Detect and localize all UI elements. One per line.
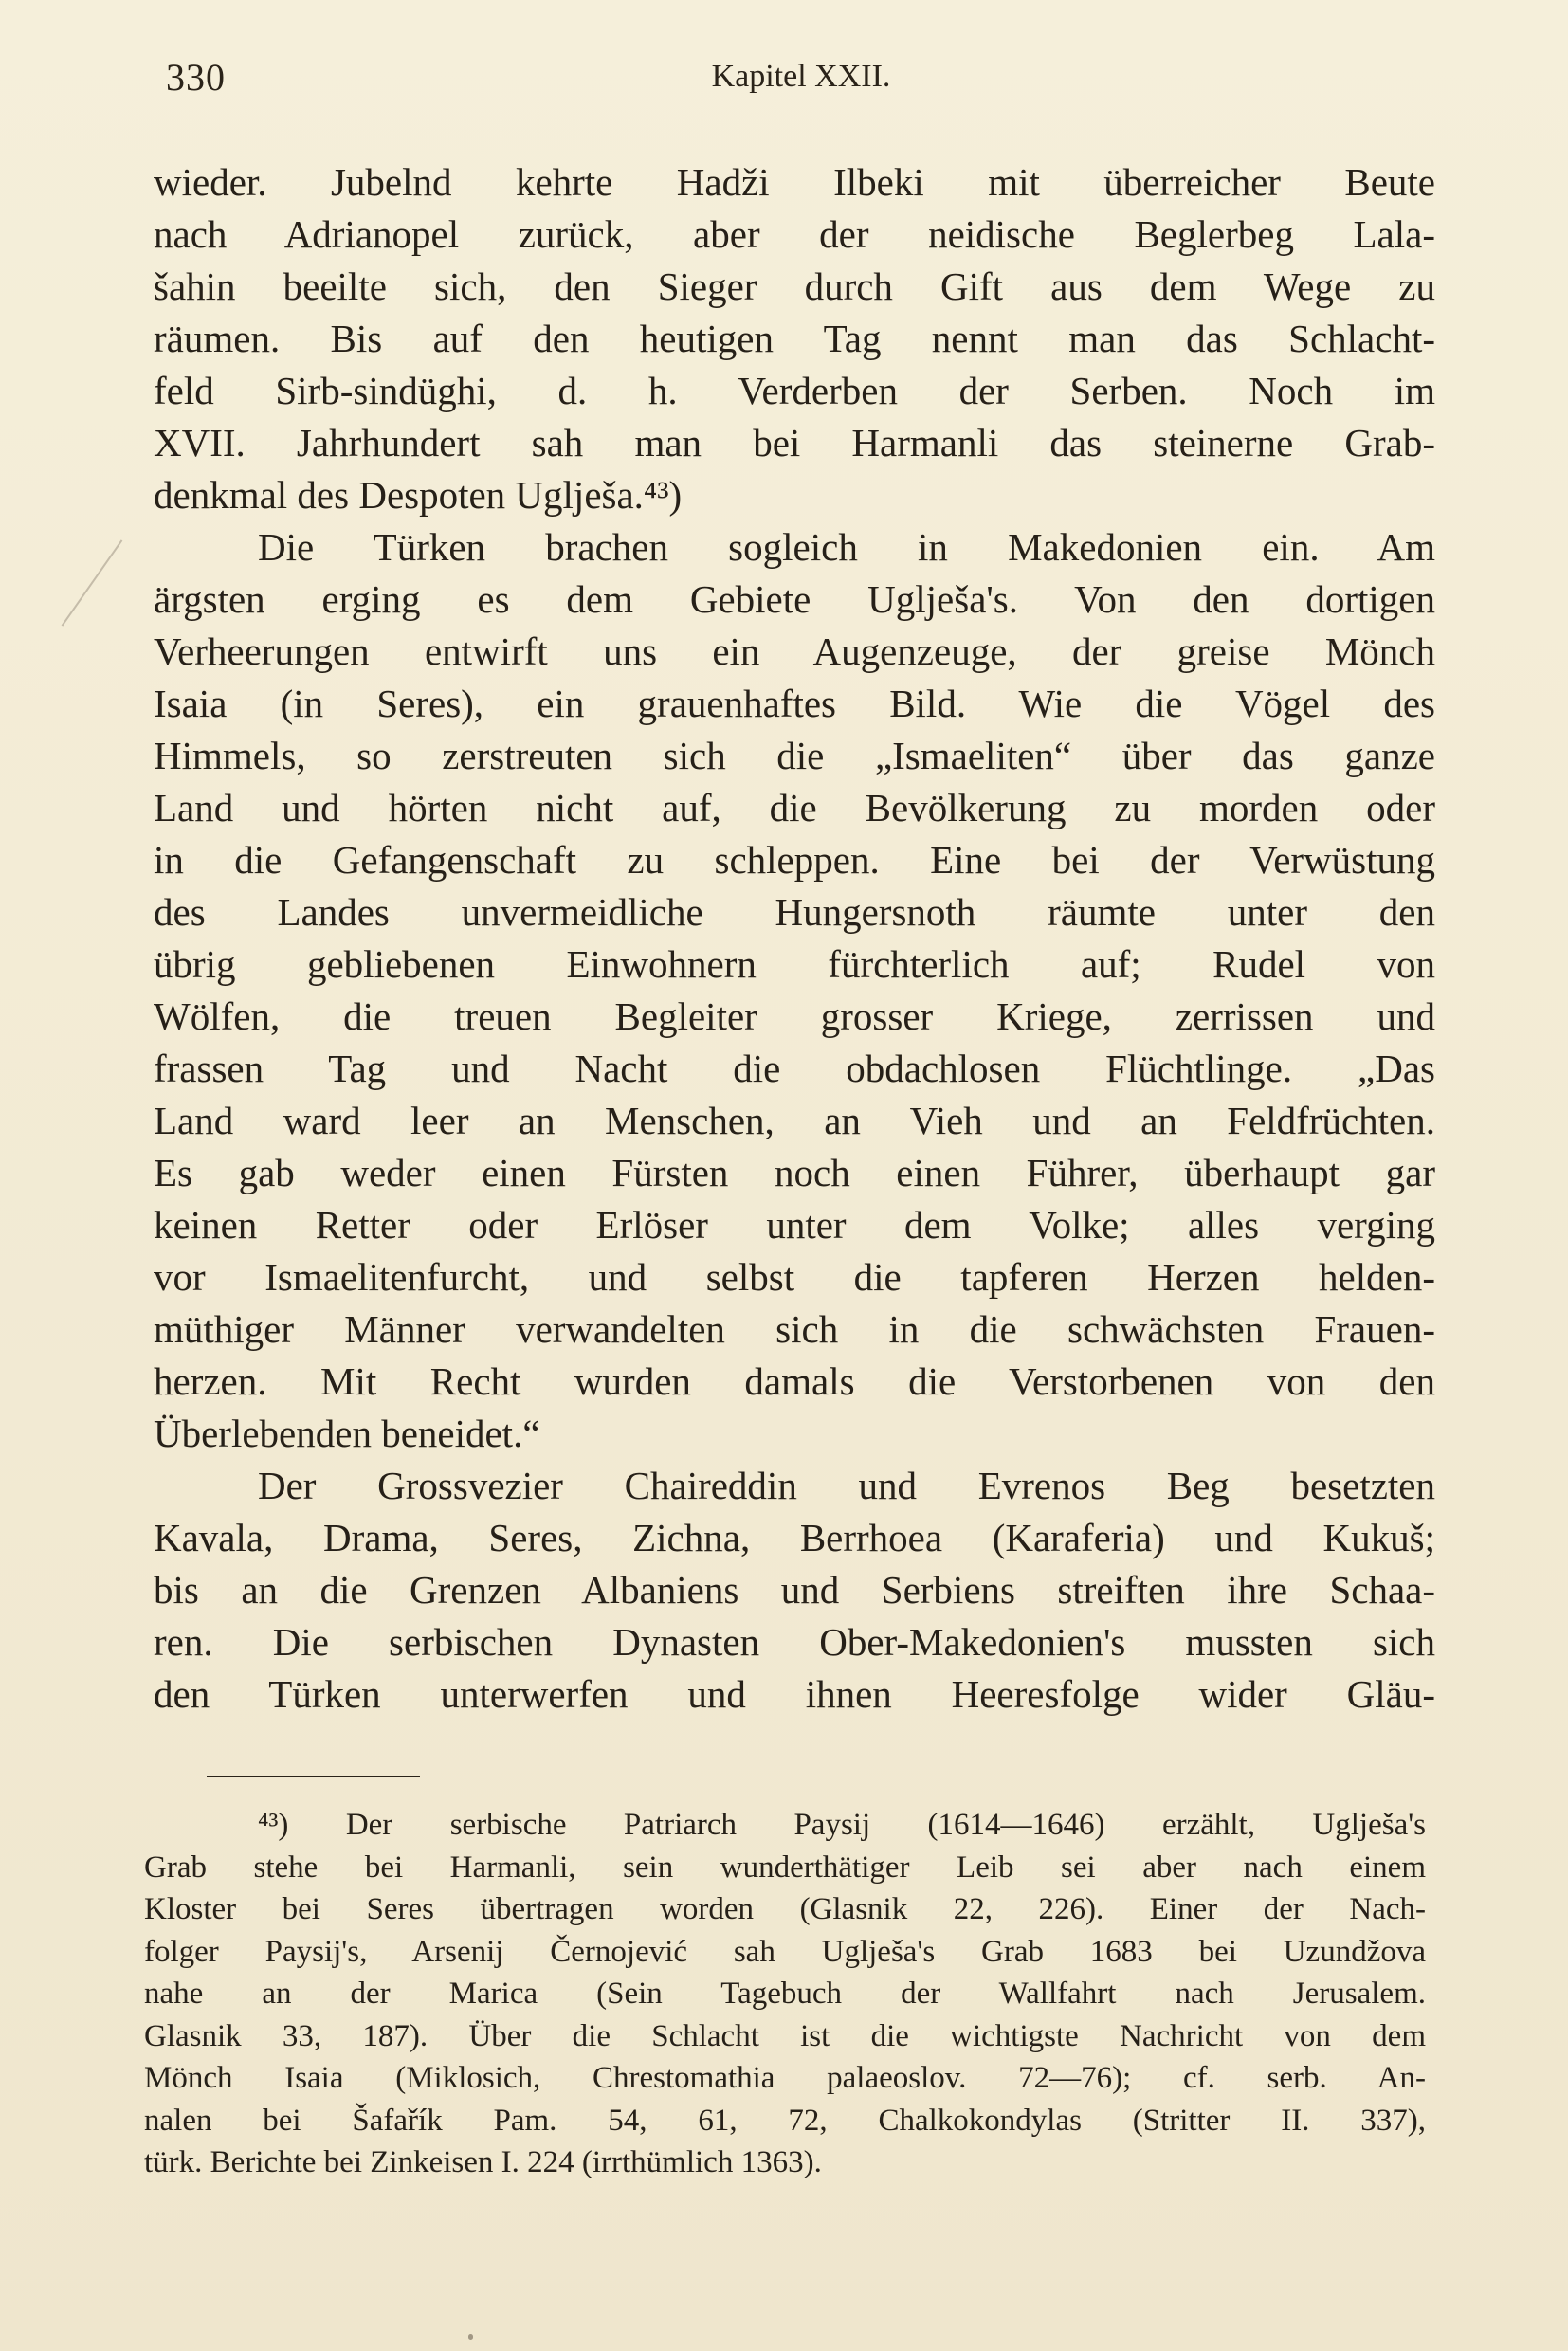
text-line: räumen. Bis auf den heutigen Tag nennt man das Schlacht- (154, 317, 1435, 360)
footnote-line: folger Paysij's, Arsenij Černojević sah Uglješa's Grab 1683 bei Uzundžova (144, 1934, 1426, 1969)
footnote-line: türk. Berichte bei Zinkeisen I. 224 (irrthümlich 1363). (144, 2145, 822, 2179)
text-line: des Landes unvermeidliche Hungersnoth räumte unter den (154, 890, 1435, 934)
running-head: Kapitel XXII. (711, 59, 891, 94)
text-line: Es gab weder einen Fürsten noch einen Führer, überhaupt gar (154, 1151, 1435, 1194)
text-line: frassen Tag und Nacht die obdachlosen Flüchtlinge. „Das (154, 1047, 1435, 1090)
text-line: vor Ismaelitenfurcht, und selbst die tapferen Herzen helden- (154, 1255, 1435, 1299)
text-line: Isaia (in Seres), ein grauenhaftes Bild. Wie die Vögel des (154, 682, 1435, 725)
page-header (156, 55, 1446, 112)
text-line: herzen. Mit Recht wurden damals die Verstorbenen von den (154, 1359, 1435, 1403)
text-line: ärgsten erging es dem Gebiete Uglješa's. Von den dortigen (154, 577, 1435, 621)
text-line: šahin beeilte sich, den Sieger durch Gift aus dem Wege zu (154, 264, 1435, 308)
footnote-line: Grab stehe bei Harmanli, sein wunderthätiger Leib sei aber nach einem (144, 1850, 1426, 1885)
text-line: Wölfen, die treuen Begleiter grosser Kriege, zerrissen und (154, 994, 1435, 1038)
footnotes (144, 1804, 1426, 2184)
page-number: 330 (166, 56, 226, 99)
ink-speck (468, 2334, 473, 2340)
text-line: Der Grossvezier Chaireddin und Evrenos Beg besetzten (258, 1464, 1435, 1507)
footnote-line: Glasnik 33, 187). Über die Schlacht ist die wichtigste Nachricht von dem (144, 2018, 1426, 2053)
footnote-line: nahe an der Marica (Sein Tagebuch der Wallfahrt nach Jerusalem. (144, 1977, 1426, 2011)
text-line: keinen Retter oder Erlöser unter dem Volke; alles verging (154, 1203, 1435, 1247)
text-line: Die Türken brachen sogleich in Makedonien ein. Am (258, 525, 1435, 569)
footnote-line: Kloster bei Seres übertragen worden (Glasnik 22, 226). Einer der Nach- (144, 1892, 1426, 1926)
text-line: wieder. Jubelnd kehrte Hadži Ilbeki mit überreicher Beute (154, 160, 1435, 204)
text-line: denkmal des Despoten Uglješa.⁴³) (154, 473, 683, 517)
text-line: müthiger Männer verwandelten sich in die schwächsten Frauen- (154, 1307, 1435, 1351)
footnote-line: Mönch Isaia (Miklosich, Chrestomathia palaeoslov. 72—76); cf. serb. An- (144, 2061, 1426, 2095)
text-line: Land ward leer an Menschen, an Vieh und an Feldfrüchten. (154, 1099, 1435, 1142)
text-line: bis an die Grenzen Albaniens und Serbiens streiften ihre Schaa- (154, 1568, 1435, 1612)
text-line: nach Adrianopel zurück, aber der neidische Beglerbeg Lala- (154, 212, 1435, 256)
footnote-line: ⁴³) Der serbische Patriarch Paysij (1614—1646) erzählt, Uglješa's (258, 1808, 1426, 1842)
text-line: feld Sirb-sindüghi, d. h. Verderben der Serben. Noch im (154, 369, 1435, 412)
pencil-mark (62, 539, 123, 626)
text-line: übrig gebliebenen Einwohnern fürchterlich auf; Rudel von (154, 942, 1435, 986)
footnote-divider (207, 1776, 420, 1777)
text-line: Überlebenden beneidet.“ (154, 1412, 540, 1455)
text-line: Land und hörten nicht auf, die Bevölkerung zu morden oder (154, 786, 1435, 829)
text-line: in die Gefangenschaft zu schleppen. Eine bei der Verwüstung (154, 838, 1435, 882)
text-line: Kavala, Drama, Seres, Zichna, Berrhoea (Karaferia) und Kukuš; (154, 1516, 1435, 1559)
text-line: den Türken unterwerfen und ihnen Heeresfolge wider Gläu- (154, 1672, 1435, 1716)
footnote-line: nalen bei Šafařík Pam. 54, 61, 72, Chalkokondylas (Stritter II. 337), (144, 2103, 1426, 2138)
text-line: ren. Die serbischen Dynasten Ober-Makedonien's mussten sich (154, 1620, 1435, 1664)
text-line: Himmels, so zerstreuten sich die „Ismaeliten“ über das ganze (154, 734, 1435, 777)
body-text (154, 156, 1435, 1721)
text-line: Verheerungen entwirft uns ein Augenzeuge, der greise Mönch (154, 629, 1435, 673)
text-line: XVII. Jahrhundert sah man bei Harmanli das steinerne Grab- (154, 421, 1435, 465)
